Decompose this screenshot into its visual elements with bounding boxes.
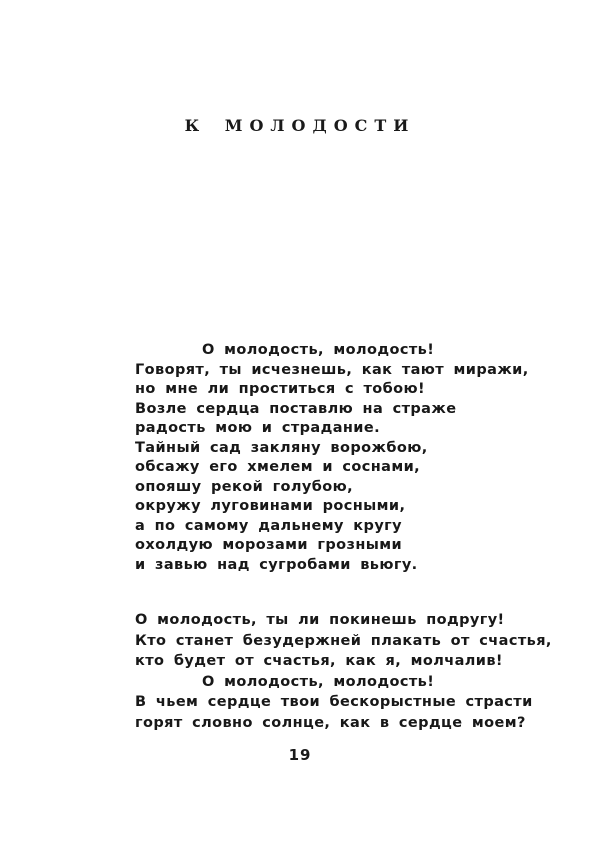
poem-line: В чьем сердце твои бескорыстные страсти <box>135 694 533 710</box>
stanza <box>135 341 552 575</box>
page-title: К МОЛОДОСТИ <box>184 116 416 135</box>
poem <box>135 341 552 768</box>
poem-line: кто будет от счастья, как я, молчалив! <box>135 653 503 669</box>
poem-line: а по самому дальнему кругу <box>135 517 402 534</box>
stanza <box>135 610 552 733</box>
poem-line: О молодость, молодость! <box>202 342 435 358</box>
poem-line: окружу луговинами росными, <box>135 498 406 514</box>
poem-line: Говорят, ты исчезнешь, как тают миражи, <box>135 361 529 378</box>
poem-line: обсажу его хмелем и соснами, <box>135 459 421 475</box>
poem-line: и завью над сугробами вьюгу. <box>135 556 418 573</box>
poem-line: Кто станет безудержней плакать от счастья, <box>135 632 552 649</box>
poem-line: Тайный сад закляну ворожбою, <box>135 439 428 456</box>
poem-line: охолдую морозами грозными <box>135 537 403 553</box>
poem-line: но мне ли проститься с тобою! <box>135 381 426 397</box>
poem-line: опояшу рекой голубою, <box>135 478 354 495</box>
poem-line: О молодость, молодость! <box>202 673 435 690</box>
poem-line: Возле сердца поставлю на страже <box>135 400 457 417</box>
poem-line: радость мою и страдание. <box>135 420 380 436</box>
poem-line: горят словно солнце, как в сердце моем? <box>135 714 526 731</box>
page-number: 19 <box>288 746 312 764</box>
poem-line: О молодость, ты ли покинешь подругу! <box>135 612 505 628</box>
